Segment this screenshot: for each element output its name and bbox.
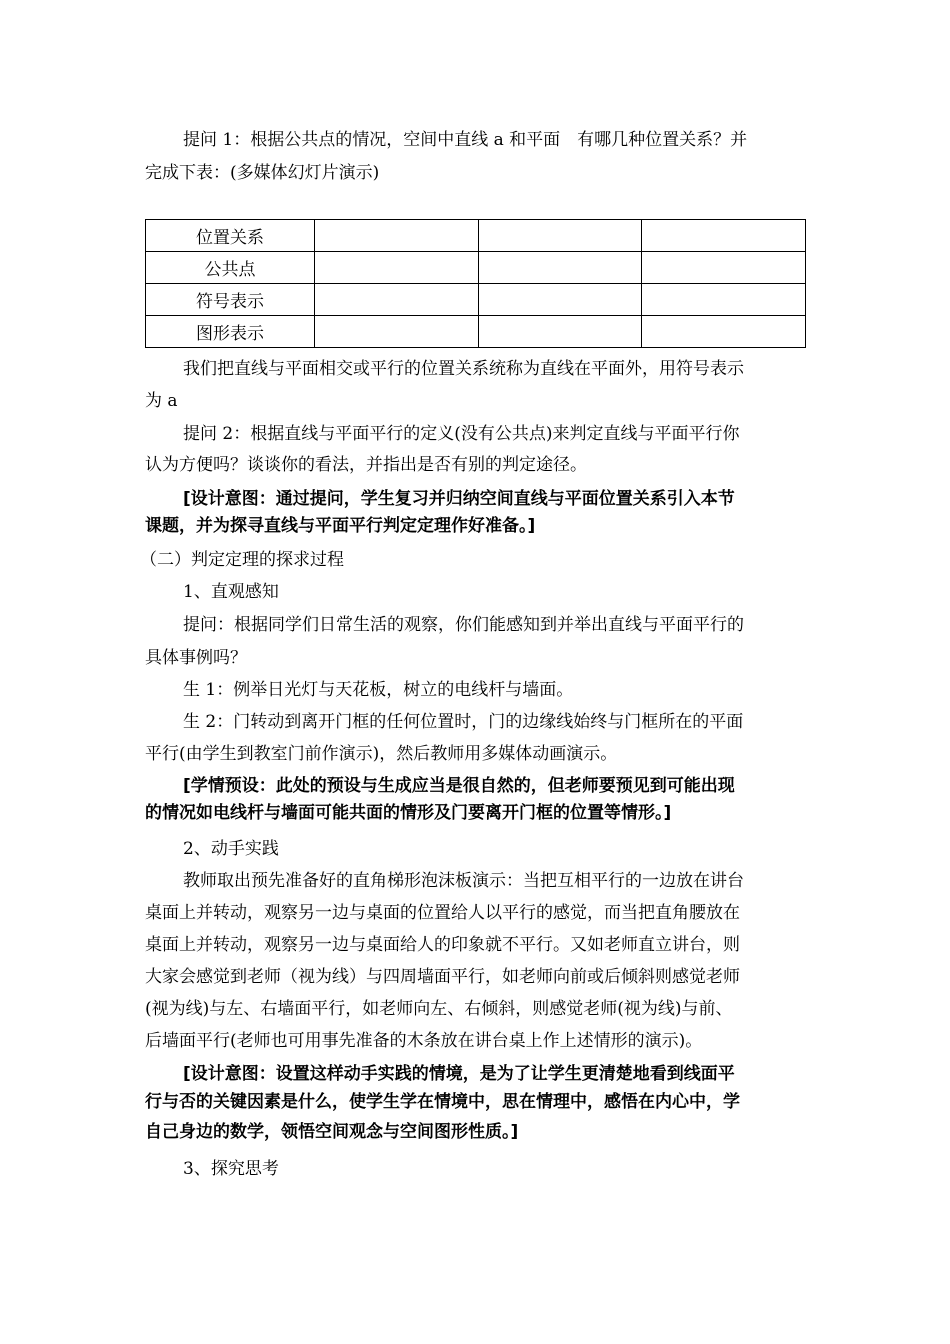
step-2-line-6: 后墙面平行(老师也可用事先准备的木条放在讲台桌上作上述情形的演示)。 bbox=[145, 1031, 703, 1051]
table-cell bbox=[315, 252, 479, 284]
question-2-line-2: 认为方便吗？谈谈你的看法，并指出是否有别的判定途径。 bbox=[145, 455, 587, 475]
table-cell bbox=[478, 284, 642, 316]
table-cell bbox=[478, 220, 642, 252]
row-label-figure: 图形表示 bbox=[146, 316, 315, 348]
step-2-line-3: 桌面上并转动，观察另一边与桌面给人的印象就不平行。又如老师直立讲台，则 bbox=[145, 935, 740, 955]
question-2-line-1: 提问 2：根据直线与平面平行的定义(没有公共点)来判定直线与平面平行你 bbox=[183, 424, 740, 444]
table-row bbox=[146, 316, 806, 348]
section-heading-2: （二）判定定理的探求过程 bbox=[140, 550, 344, 570]
step-1-title: 1、直观感知 bbox=[183, 582, 279, 602]
step-2-line-1: 教师取出预先准备好的直角梯形泡沫板演示：当把互相平行的一边放在讲台 bbox=[183, 871, 744, 891]
step-3-title: 3、探究思考 bbox=[183, 1159, 279, 1179]
step-1-question-line-2: 具体事例吗？ bbox=[145, 648, 247, 668]
table-row bbox=[146, 284, 806, 316]
row-label-position: 位置关系 bbox=[146, 220, 315, 252]
table-cell bbox=[315, 316, 479, 348]
design-intent-2-line-3: 自己身边的数学，领悟空间观念与空间图形性质。] bbox=[145, 1122, 519, 1142]
row-label-common-point: 公共点 bbox=[146, 252, 315, 284]
step-2-line-4: 大家会感觉到老师（视为线）与四周墙面平行，如老师向前或后倾斜则感觉老师 bbox=[145, 967, 740, 987]
preset-line-2: 的情况如电线杆与墙面可能共面的情形及门要离开门框的位置等情形。] bbox=[145, 803, 672, 823]
table-row bbox=[146, 252, 806, 284]
table-cell bbox=[315, 284, 479, 316]
step-1-question-line-1: 提问：根据同学们日常生活的观察，你们能感知到并举出直线与平面平行的 bbox=[183, 615, 744, 635]
student-2-answer-line-1: 生 2：门转动到离开门框的任何位置时，门的边缘线始终与门框所在的平面 bbox=[183, 712, 744, 732]
question-1-line-1: 提问 1：根据公共点的情况，空间中直线 a 和平面 有哪几种位置关系？并 bbox=[183, 130, 748, 150]
table-cell bbox=[478, 252, 642, 284]
paragraph-outside-line-1: 我们把直线与平面相交或平行的位置关系统称为直线在平面外，用符号表示 bbox=[183, 359, 744, 379]
table-row bbox=[146, 220, 806, 252]
paragraph-outside-line-2: 为 a bbox=[145, 391, 178, 411]
design-intent-1-line-1: [设计意图：通过提问，学生复习并归纳空间直线与平面位置关系引入本节 bbox=[183, 489, 735, 509]
table-cell bbox=[642, 252, 806, 284]
table-cell bbox=[478, 316, 642, 348]
table-cell bbox=[642, 284, 806, 316]
student-2-answer-line-2: 平行(由学生到教室门前作演示)，然后教师用多媒体动画演示。 bbox=[145, 744, 618, 764]
step-2-line-2: 桌面上并转动，观察另一边与桌面的位置给人以平行的感觉，而当把直角腰放在 bbox=[145, 903, 740, 923]
design-intent-2-line-2: 行与否的关键因素是什么，使学生学在情境中，思在情理中，感悟在内心中，学 bbox=[145, 1092, 740, 1112]
position-relation-table bbox=[145, 219, 806, 348]
table-cell bbox=[642, 220, 806, 252]
student-1-answer: 生 1：例举日光灯与天花板，树立的电线杆与墙面。 bbox=[183, 680, 574, 700]
preset-line-1: [学情预设：此处的预设与生成应当是很自然的，但老师要预见到可能出现 bbox=[183, 776, 735, 796]
question-1-line-2: 完成下表：(多媒体幻灯片演示) bbox=[145, 163, 380, 183]
row-label-symbol: 符号表示 bbox=[146, 284, 315, 316]
step-2-line-5: (视为线)与左、右墙面平行，如老师向左、右倾斜，则感觉老师(视为线)与前、 bbox=[145, 999, 733, 1019]
table-cell bbox=[315, 220, 479, 252]
step-2-title: 2、动手实践 bbox=[183, 839, 279, 859]
design-intent-2-line-1: [设计意图：设置这样动手实践的情境，是为了让学生更清楚地看到线面平 bbox=[183, 1064, 735, 1084]
design-intent-1-line-2: 课题，并为探寻直线与平面平行判定定理作好准备。] bbox=[145, 516, 536, 536]
table-cell bbox=[642, 316, 806, 348]
